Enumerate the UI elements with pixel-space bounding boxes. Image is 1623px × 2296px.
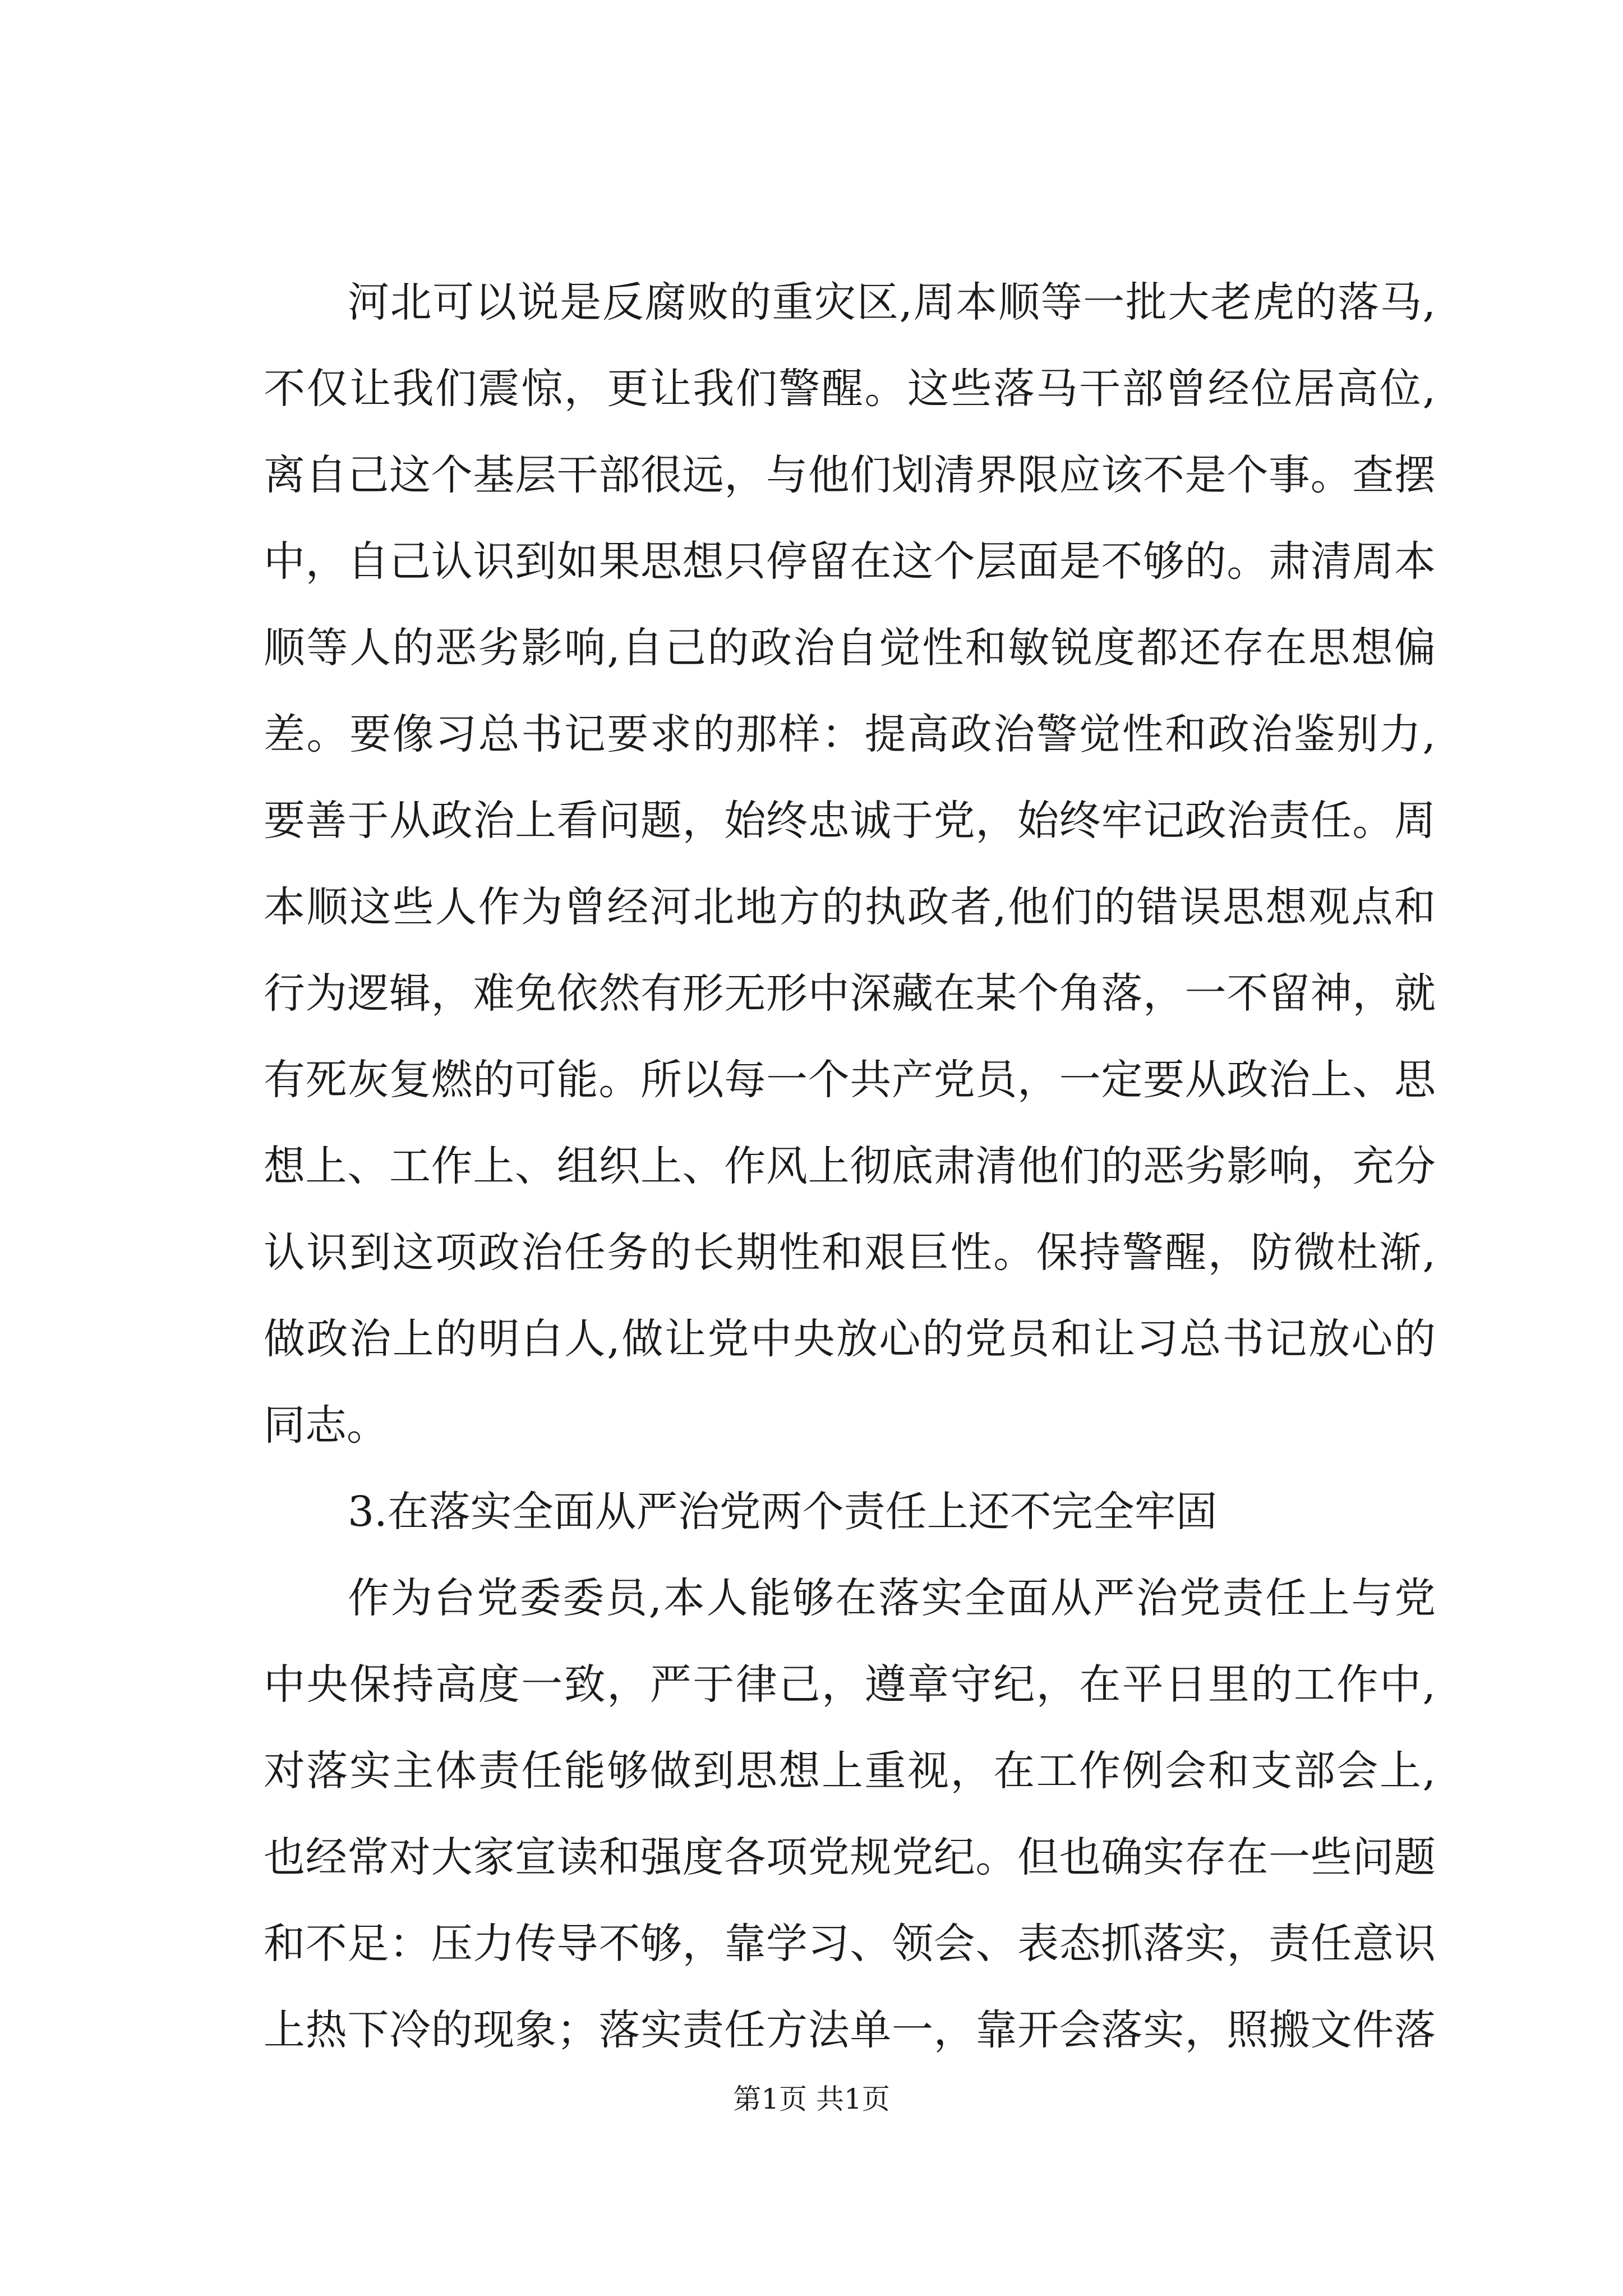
paragraph-line: 差。要像习总书记要求的那样：提高政治警觉性和政治鉴别力, xyxy=(264,710,1436,758)
page-number-footer: 第1页 共1页 xyxy=(733,2083,890,2115)
paragraph-line: 作为台党委委员,本人能够在落实全面从严治党责任上与党 xyxy=(348,1574,1436,1622)
paragraph-line: 要善于从政治上看问题，始终忠诚于党，始终牢记政治责任。周 xyxy=(264,797,1436,845)
paragraph-line: 中央保持高度一致，严于律己，遵章守纪，在平日里的工作中, xyxy=(264,1660,1436,1709)
paragraph-line: 和不足：压力传导不够，靠学习、领会、表态抓落实，责任意识 xyxy=(264,1920,1436,1968)
paragraph-line: 离自己这个基层干部很远，与他们划清界限应该不是个事。查摆 xyxy=(264,451,1436,499)
paragraph-line: 河北可以说是反腐败的重灾区,周本顺等一批大老虎的落马, xyxy=(348,278,1436,326)
paragraph-line: 做政治上的明白人,做让党中央放心的党员和让习总书记放心的 xyxy=(264,1315,1436,1363)
paragraph-line: 想上、工作上、组织上、作风上彻底肃清他们的恶劣影响，充分 xyxy=(264,1142,1436,1190)
paragraph-line: 上热下冷的现象；落实责任方法单一，靠开会落实，照搬文件落 xyxy=(264,2006,1436,2054)
paragraph-line: 行为逻辑，难免依然有形无形中深藏在某个角落，一不留神，就 xyxy=(264,969,1436,1018)
paragraph-line: 同志。 xyxy=(264,1401,388,1450)
paragraph-line: 有死灰复燃的可能。所以每一个共产党员，一定要从政治上、思 xyxy=(264,1056,1436,1104)
document-body xyxy=(264,259,1436,2073)
paragraph-line: 中，自己认识到如果思想只停留在这个层面是不够的。肃清周本 xyxy=(264,537,1436,586)
paragraph-line: 也经常对大家宣读和强度各项党规党纪。但也确实存在一些问题 xyxy=(264,1833,1436,1881)
paragraph-line: 本顺这些人作为曾经河北地方的执政者,他们的错误思想观点和 xyxy=(264,883,1436,931)
paragraph-line: 顺等人的恶劣影响,自己的政治自觉性和敏锐度都还存在思想偏 xyxy=(264,624,1436,672)
paragraph-line: 认识到这项政治任务的长期性和艰巨性。保持警醒，防微杜渐, xyxy=(264,1228,1436,1277)
paragraph-line: 不仅让我们震惊，更让我们警醒。这些落马干部曾经位居高位, xyxy=(264,365,1436,413)
paragraph-line: 对落实主体责任能够做到思想上重视，在工作例会和支部会上, xyxy=(264,1747,1436,1795)
section-heading: 3.在落实全面从严治党两个责任上还不完全牢固 xyxy=(348,1488,1218,1536)
